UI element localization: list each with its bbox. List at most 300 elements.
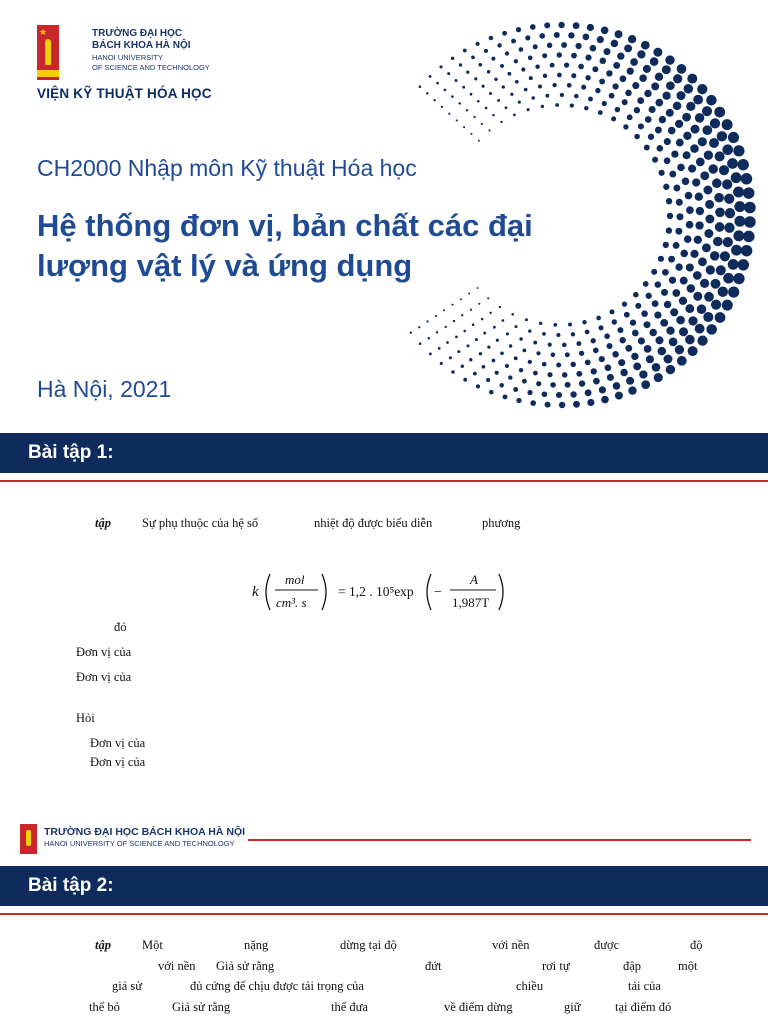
halftone-dot (637, 97, 644, 104)
halftone-dot (728, 287, 739, 298)
halftone-dot (499, 383, 504, 388)
halftone-dot (669, 338, 678, 347)
halftone-dot (668, 256, 675, 263)
halftone-dot (533, 341, 537, 345)
halftone-dot (439, 65, 442, 68)
halftone-dot (655, 281, 662, 288)
halftone-dot (536, 381, 541, 386)
halftone-dot (604, 333, 610, 339)
halftone-dot (528, 55, 533, 60)
halftone-dot (704, 229, 713, 238)
exercise1-text: nhiệt độ được biểu diễn (314, 516, 433, 530)
halftone-dot (576, 341, 581, 346)
halftone-dot (486, 378, 490, 382)
halftone-dot (711, 299, 721, 309)
halftone-dot (550, 63, 555, 68)
halftone-dot (723, 237, 733, 247)
formula-paren (499, 574, 503, 610)
halftone-dot (718, 286, 728, 296)
halftone-dot (410, 332, 412, 334)
halftone-dot (654, 311, 661, 318)
exercise1-header-bar (0, 433, 768, 473)
halftone-dot (492, 114, 495, 117)
halftone-dot (618, 359, 625, 366)
halftone-dot (644, 145, 650, 151)
halftone-dot (585, 359, 591, 365)
halftone-dot (564, 62, 569, 67)
halftone-dot (673, 185, 680, 192)
halftone-dot (492, 359, 496, 363)
halftone-dot (630, 319, 636, 325)
halftone-dot (737, 159, 748, 170)
exercise2-text: Giả sử rằng (172, 1000, 231, 1014)
halftone-dot (631, 353, 638, 360)
halftone-dot (527, 390, 532, 395)
lecture-title-line1: Hệ thống đơn vị, bản chất các đại (37, 208, 533, 243)
exercise2-header-bar (0, 866, 768, 906)
halftone-dot (632, 82, 639, 89)
halftone-dot (521, 67, 525, 71)
halftone-dot (734, 216, 745, 227)
halftone-dot (743, 187, 755, 199)
halftone-dot (615, 107, 621, 113)
exercise2-text: rơi tự (542, 959, 570, 973)
halftone-dot (475, 338, 478, 341)
halftone-dot (557, 73, 562, 78)
halftone-dot (643, 281, 649, 287)
exercise1-text: đó (114, 620, 127, 634)
halftone-dot (675, 120, 683, 128)
halftone-dot (657, 145, 664, 152)
halftone-dot (682, 113, 691, 122)
halftone-dot (688, 346, 698, 356)
halftone-dot (666, 198, 672, 204)
halftone-dot (716, 265, 726, 275)
halftone-dot (611, 116, 616, 121)
halftone-dot (725, 208, 735, 218)
halftone-dot (553, 323, 557, 327)
halftone-dot (684, 235, 692, 243)
halftone-dot (478, 140, 480, 142)
halftone-dot (592, 66, 598, 72)
halftone-dot (666, 365, 675, 374)
halftone-dot (697, 84, 707, 94)
halftone-dot (514, 59, 518, 63)
halftone-dot (482, 85, 485, 88)
halftone-dot (583, 34, 590, 41)
halftone-dot (556, 392, 562, 398)
halftone-dot (487, 345, 490, 348)
halftone-dot (575, 43, 581, 49)
halftone-dot (702, 125, 712, 135)
halftone-dot (489, 312, 491, 314)
exercise2-text: với nền (158, 959, 196, 973)
exercise2-text: chiều (516, 979, 544, 993)
halftone-dot (447, 72, 450, 75)
halftone-dot (697, 304, 707, 314)
halftone-dot (482, 365, 486, 369)
halftone-dot (462, 86, 465, 89)
halftone-dot (550, 382, 556, 388)
halftone-dot (481, 123, 483, 125)
halftone-dot (515, 80, 519, 84)
halftone-dot (436, 331, 438, 333)
halftone-dot (666, 81, 675, 90)
halftone-dot (613, 62, 620, 69)
halftone-dot (743, 231, 755, 243)
halftone-dot (596, 316, 601, 321)
exercise2-text: tại điểm đó (615, 1000, 672, 1014)
halftone-dot (733, 230, 744, 241)
halftone-dot (522, 379, 527, 384)
halftone-dot (478, 303, 480, 305)
halftone-dot (620, 369, 627, 376)
footer-rule (248, 839, 751, 841)
halftone-dot (703, 186, 712, 195)
halftone-dot (655, 99, 663, 107)
halftone-dot (491, 57, 495, 61)
halftone-dot (478, 63, 482, 67)
halftone-dot (513, 114, 516, 117)
halftone-dot (441, 106, 443, 108)
halftone-dot (691, 125, 700, 134)
halftone-dot (473, 372, 477, 376)
halftone-dot (585, 75, 591, 81)
halftone-dot (695, 113, 704, 122)
halftone-dot (510, 93, 513, 96)
halftone-dot (717, 131, 727, 141)
halftone-dot (639, 370, 647, 378)
halftone-dot (667, 213, 673, 219)
halftone-dot (665, 55, 674, 64)
halftone-dot (479, 352, 482, 355)
halftone-dot (652, 363, 661, 372)
halftone-dot (505, 106, 508, 109)
halftone-dot (686, 206, 694, 214)
halftone-dot (444, 89, 447, 92)
halftone-dot (514, 356, 518, 360)
exercise2-lead-label: tập (95, 938, 111, 952)
halftone-dot (463, 49, 467, 53)
halftone-dot (568, 322, 572, 326)
exercise2-text: đủ cứng để chịu được tải trọng của (190, 979, 364, 993)
halftone-dot (695, 193, 703, 201)
university-name-en-line1: HANOI UNIVERSITY (92, 53, 163, 62)
halftone-dot (429, 352, 432, 355)
halftone-dot (708, 164, 717, 173)
halftone-dot (715, 151, 725, 161)
halftone-dot (579, 380, 585, 386)
halftone-dot (448, 113, 450, 115)
halftone-dot (670, 308, 678, 316)
halftone-dot (620, 337, 626, 343)
exercise2-text: nặng (244, 938, 269, 952)
university-name-vn-line1: TRƯỜNG ĐẠI HỌC (92, 28, 183, 39)
halftone-dot (595, 88, 600, 93)
halftone-dot (676, 316, 685, 325)
halftone-dot (552, 83, 556, 87)
halftone-dot (658, 256, 664, 262)
halftone-dot (519, 47, 524, 52)
halftone-dot (653, 48, 662, 57)
halftone-dot (680, 250, 688, 258)
halftone-dot (666, 327, 674, 335)
halftone-dot (713, 237, 723, 247)
halftone-dot (499, 306, 501, 308)
halftone-dot (593, 378, 600, 385)
halftone-dot (599, 79, 605, 85)
halftone-dot (704, 292, 714, 302)
halftone-dot (522, 348, 526, 352)
halftone-dot (500, 352, 504, 356)
halftone-dot (542, 391, 548, 397)
halftone-dot (624, 312, 630, 318)
halftone-dot (485, 107, 488, 110)
halftone-dot (455, 336, 458, 339)
halftone-dot (715, 207, 725, 217)
halftone-dot (639, 74, 647, 82)
rate-formula (248, 560, 518, 620)
halftone-dot (496, 339, 499, 342)
halftone-dot (484, 49, 488, 53)
halftone-dot (573, 22, 580, 29)
halftone-dot (494, 78, 497, 81)
halftone-dot (456, 119, 458, 121)
halftone-dot (460, 298, 462, 300)
halftone-dot (645, 116, 652, 123)
lecture-title (37, 206, 577, 286)
halftone-dot (695, 221, 703, 229)
halftone-dot (524, 88, 528, 92)
halftone-dot (625, 345, 632, 352)
halftone-dot (585, 389, 592, 396)
halftone-dot (668, 127, 676, 135)
halftone-dot (655, 73, 663, 81)
halftone-dot (738, 259, 749, 270)
halftone-dot (463, 378, 467, 382)
exercise1-text: phương (482, 516, 521, 530)
halftone-dot (451, 304, 453, 306)
halftone-dot (662, 92, 670, 100)
exercise2-text: giữ (564, 1000, 581, 1014)
halftone-dot (581, 85, 586, 90)
halftone-dot (487, 70, 491, 74)
halftone-dot (652, 157, 658, 163)
halftone-dot (710, 251, 720, 261)
halftone-dot (543, 74, 547, 78)
halftone-dot (641, 310, 648, 317)
halftone-dot (697, 335, 707, 345)
halftone-dot (696, 158, 705, 167)
halftone-dot (509, 344, 513, 348)
title-slide (0, 0, 768, 432)
halftone-dot (459, 63, 462, 66)
halftone-dot (582, 320, 586, 324)
halftone-dot (539, 33, 545, 39)
halftone-dot (443, 309, 445, 311)
halftone-dot (505, 51, 509, 55)
halftone-dot (617, 53, 624, 60)
halftone-dot (686, 263, 694, 271)
halftone-dot (579, 351, 584, 356)
halftone-dot (530, 24, 536, 30)
halftone-dot (696, 207, 704, 215)
halftone-dot (649, 329, 657, 337)
halftone-dot (644, 90, 651, 97)
halftone-dot (673, 74, 682, 83)
halftone-dot (585, 330, 590, 335)
halftone-dot (685, 335, 695, 345)
halftone-dot (709, 138, 719, 148)
halftone-dot (623, 124, 628, 129)
halftone-dot (455, 79, 458, 82)
halftone-dot (626, 377, 634, 385)
halftone-dot (731, 172, 742, 183)
halftone-dot (617, 327, 623, 333)
halftone-dot (705, 200, 714, 209)
halftone-dot (676, 213, 683, 220)
halftone-dot (744, 216, 756, 228)
halftone-dot (528, 360, 532, 364)
halftone-dot (525, 318, 528, 321)
halftone-dot (591, 338, 596, 343)
halftone-dot (712, 178, 722, 188)
halftone-dot (627, 114, 633, 120)
halftone-dot (433, 99, 435, 101)
exercise2-text: Giả sử rằng (216, 959, 275, 973)
formula-rhs: = 1,2 . 10⁵exp (338, 584, 414, 599)
halftone-dot (585, 55, 591, 61)
halftone-dot (659, 116, 666, 123)
halftone-dot (600, 58, 607, 65)
exercise2-header: Bài tập 2: (28, 875, 114, 896)
halftone-dot (666, 109, 674, 117)
halftone-dot (683, 151, 691, 159)
halftone-dot (680, 277, 688, 285)
halftone-dot (473, 116, 475, 118)
halftone-dot (661, 289, 668, 296)
halftone-dot (685, 192, 693, 200)
halftone-dot (734, 201, 745, 212)
halftone-dot (602, 101, 607, 106)
halftone-dot (544, 22, 550, 28)
halftone-dot (624, 44, 632, 52)
place-year: Hà Nội, 2021 (37, 376, 172, 402)
halftone-dot (693, 292, 702, 301)
exercise2-text: tải của (628, 979, 661, 993)
exercise2-text: với nền (492, 938, 530, 952)
formula-den: cm³. s (276, 595, 307, 610)
halftone-dot (611, 40, 619, 48)
halftone-dot (687, 74, 697, 84)
halftone-dot (508, 72, 512, 76)
halftone-dot (638, 123, 644, 129)
halftone-dot (686, 102, 695, 111)
divider-rule (0, 913, 768, 915)
halftone-dot (440, 362, 443, 365)
exercise1-question-label: Hỏi (76, 711, 95, 725)
halftone-dot (571, 73, 576, 78)
halftone-dot (605, 364, 612, 371)
halftone-dot (497, 99, 500, 102)
halftone-dot (715, 312, 726, 323)
halftone-dot (487, 297, 489, 299)
exercise1-header: Bài tập 1: (28, 442, 114, 463)
halftone-dot (570, 362, 575, 367)
halftone-dot (446, 341, 449, 344)
formula-frac-num: A (470, 572, 478, 587)
halftone-dot (613, 382, 621, 390)
exercise1-lead-label: tập (95, 516, 111, 530)
halftone-dot (502, 319, 505, 322)
formula-paren (266, 574, 270, 610)
halftone-dot (606, 343, 612, 349)
halftone-dot (584, 106, 588, 110)
halftone-dot (683, 132, 691, 140)
halftone-dot (633, 292, 639, 298)
halftone-dot (531, 96, 534, 99)
halftone-dot (541, 105, 544, 108)
formula-neg: − (434, 585, 442, 600)
halftone-dot (545, 94, 549, 98)
halftone-dot (558, 22, 564, 28)
halftone-dot (632, 330, 639, 337)
halftone-dot (538, 85, 542, 89)
halftone-dot (573, 401, 580, 408)
halftone-dot (506, 332, 509, 335)
halftone-dot (529, 76, 533, 80)
formula-k: k (252, 584, 259, 600)
halftone-dot (539, 322, 542, 325)
halftone-dot (613, 83, 619, 89)
halftone-dot (649, 106, 656, 113)
halftone-dot (724, 194, 734, 204)
halftone-dot (710, 118, 720, 128)
halftone-dot (556, 362, 561, 367)
halftone-dot (489, 36, 494, 41)
divider-rule (0, 480, 768, 482)
halftone-dot (467, 344, 470, 347)
halftone-dot (609, 93, 615, 99)
halftone-dot (598, 110, 603, 115)
exercise1-unit-line: Đơn vị của (76, 670, 132, 684)
halftone-dot (722, 119, 733, 130)
halftone-dot (666, 227, 672, 233)
formula-frac-den: 1,987T (452, 595, 490, 610)
halftone-dot (620, 75, 627, 82)
halftone-dot (677, 91, 686, 100)
halftone-dot (554, 32, 560, 38)
halftone-dot (741, 245, 753, 257)
halftone-dot (688, 316, 697, 325)
halftone-dot (607, 374, 614, 381)
halftone-dot (571, 53, 577, 59)
halftone-dot (488, 129, 490, 131)
exercise2-text: độ (690, 938, 703, 952)
exercise2-text: được (594, 938, 620, 952)
halftone-dot (630, 58, 638, 66)
exercise2-text: về điểm dừng (444, 1000, 513, 1014)
halftone-dot (684, 84, 694, 94)
exercise2-text: Một (142, 938, 163, 952)
halftone-dot (542, 332, 546, 336)
halftone-dot (700, 279, 709, 288)
halftone-dot (663, 242, 669, 248)
halftone-dot (525, 35, 530, 40)
halftone-dot (660, 319, 668, 327)
halftone-dot (637, 50, 645, 58)
halftone-dot (733, 187, 744, 198)
